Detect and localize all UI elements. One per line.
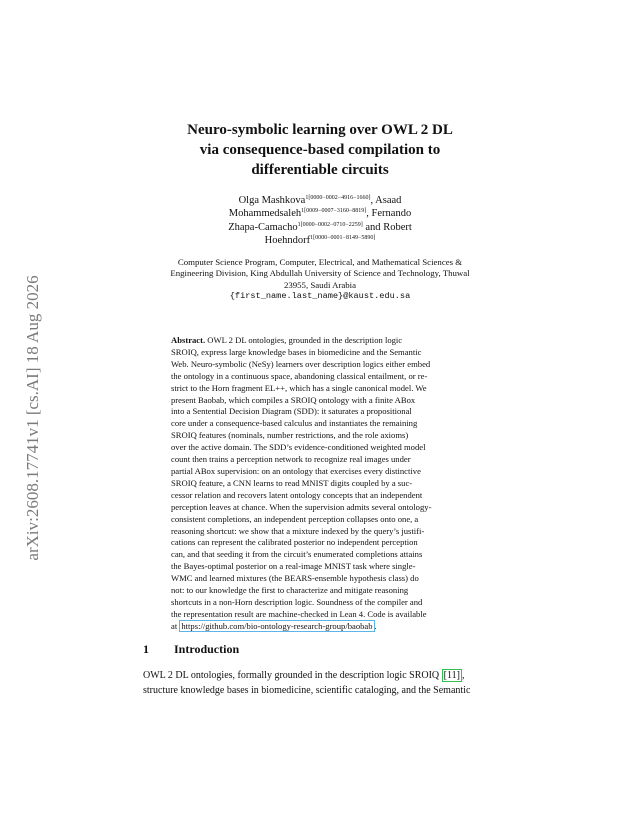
author-name: Fernando xyxy=(371,208,412,220)
abstract-line: not: to our knowledge the first to characterize and mitigate reasoning xyxy=(171,585,409,596)
abstract-line: at https://github.com/bio-ontology-research-group/baobab . xyxy=(171,620,377,631)
author-line-4 xyxy=(170,234,470,247)
body-line: structure knowledge bases in biomedicine, scientific cataloging, and the Semantic xyxy=(143,685,471,696)
author-name: Asaad xyxy=(375,195,402,206)
abstract-line: the ontology in a continuous space, abandoning classical entailment, or re- xyxy=(171,370,428,381)
abstract-line: SROIQ features (nominals, number restrictions, and the role axioms) xyxy=(171,430,409,441)
author-orcid: 1[0009−0007−3160−8819] xyxy=(301,208,367,215)
abstract-line: cessor relation and recovers latent ontology concepts that an independent xyxy=(171,489,423,500)
abstract-label: Abstract. xyxy=(171,335,206,345)
title-line-2: via consequence-based compilation to xyxy=(199,142,441,158)
abstract-line: into a Sentential Decision Diagram (SDD): it saturates a propositional xyxy=(171,406,412,417)
abstract-line: over the active domain. The SDD’s evidence-conditioned weighted model xyxy=(171,442,426,453)
abstract-line: present Baobab, which compiles a SROIQ ontology with a finite ABox xyxy=(171,394,416,405)
abstract-line: cations can represent the calibrated posterior no independent perception xyxy=(171,537,418,548)
author-line-2: Mohammedsaleh$^{1[0009-0007-3160-8819]}$, Fernando xyxy=(228,208,412,220)
affiliation xyxy=(120,257,520,303)
abstract-line: SROIQ feature, a CNN learns to read MNIST digits coupled by a suc- xyxy=(171,477,413,488)
introduction-text xyxy=(143,668,513,698)
author-orcid: 1[0000−0002−4916−1660] xyxy=(305,195,371,201)
abstract-line: shortcuts in a non-Horn description logic. Soundness of the compiler and xyxy=(171,596,423,607)
author-name: Hoehndorf xyxy=(264,235,311,247)
abstract-line: WMC and learned mixtures (the BEARS-ensemble hypothesis class) do xyxy=(171,573,419,584)
affiliation-line-2: Engineering Division, King Abdullah University of Science and Technology, Thuwal xyxy=(170,268,470,279)
abstract-line: count then trains a perception network to recognize real images under xyxy=(171,454,411,465)
citation-link[interactable]: [11] xyxy=(443,670,460,681)
body-line: OWL 2 DL ontologies, formally grounded in the description logic SROIQ [11] , xyxy=(143,670,465,681)
abstract-line: the representation result are machine-checked in Lean 4. Code is available xyxy=(171,608,427,619)
title-line-3: differentiable circuits xyxy=(251,162,389,178)
abstract-line: perception leaves at chance. When the supervision admits several ontology- xyxy=(171,501,432,512)
arxiv-stamp-text: arXiv:2608.17741v1 [cs.AI] 18 Aug 2026 xyxy=(23,275,42,561)
author-name: Mohammedsaleh xyxy=(228,208,302,220)
abstract-line: Abstract. OWL 2 DL ontologies, grounded in the description logic xyxy=(171,335,403,345)
arxiv-stamp xyxy=(23,238,42,598)
author-and: and xyxy=(365,221,381,233)
author-name: Olga Mashkova xyxy=(238,195,306,206)
title-line-1: Neuro-symbolic learning over OWL 2 DL xyxy=(187,122,453,138)
abstract-line: consistent completions, an independent perception collapses onto one, a xyxy=(171,513,419,524)
section-number: 1 xyxy=(143,642,149,656)
abstract-line: core under a consequence-based calculus and instantiates the remaining xyxy=(171,418,418,429)
abstract-line: the Bayes-optimal posterior on a real-image MNIST task where single- xyxy=(171,561,416,572)
abstract-line: strict to the Horn fragment EL++, which has a single canonical model. We xyxy=(171,382,427,393)
author-line-3 xyxy=(170,221,470,234)
abstract-line: SROIQ, express large knowledge bases in biomedicine and the Semantic xyxy=(171,346,422,357)
author-list xyxy=(170,194,470,248)
abstract-line: reasoning shortcut: we show that a mixture indexed by the query’s justifi- xyxy=(171,525,425,536)
author-orcid: 1[0000−0002−0710−2259] xyxy=(297,221,363,228)
affiliation-line-3: 23955, Saudi Arabia xyxy=(283,279,357,290)
section-title: Introduction xyxy=(174,642,240,656)
author-name: Robert xyxy=(383,221,412,233)
code-link[interactable]: https://github.com/bio-ontology-research-group/baobab xyxy=(181,620,373,631)
author-name: Zhapa-Camacho xyxy=(228,221,298,233)
abstract-line: partial ABox supervision: on an ontology that exercises every distinctive xyxy=(171,465,421,476)
affiliation-line-1: Computer Science Program, Computer, Electrical, and Mathematical Sciences & xyxy=(177,257,463,267)
author-line-1: Olga Mashkova$^{1[0000-0002-4916-1660]}$, Asaad xyxy=(238,195,402,206)
abstract-line: can, and that seeding it from the circuit’s enumerated completions attains xyxy=(171,549,423,560)
section-heading xyxy=(143,642,239,657)
affiliation-email: {first_name.last_name}@kaust.edu.sa xyxy=(229,291,411,302)
abstract xyxy=(171,335,477,633)
author-orcid: 1[0000−0001−8149−5890] xyxy=(310,235,376,242)
abstract-line: Web. Neuro-symbolic (NeSy) learners over description logics either embed xyxy=(171,358,431,369)
paper-title xyxy=(140,120,500,180)
